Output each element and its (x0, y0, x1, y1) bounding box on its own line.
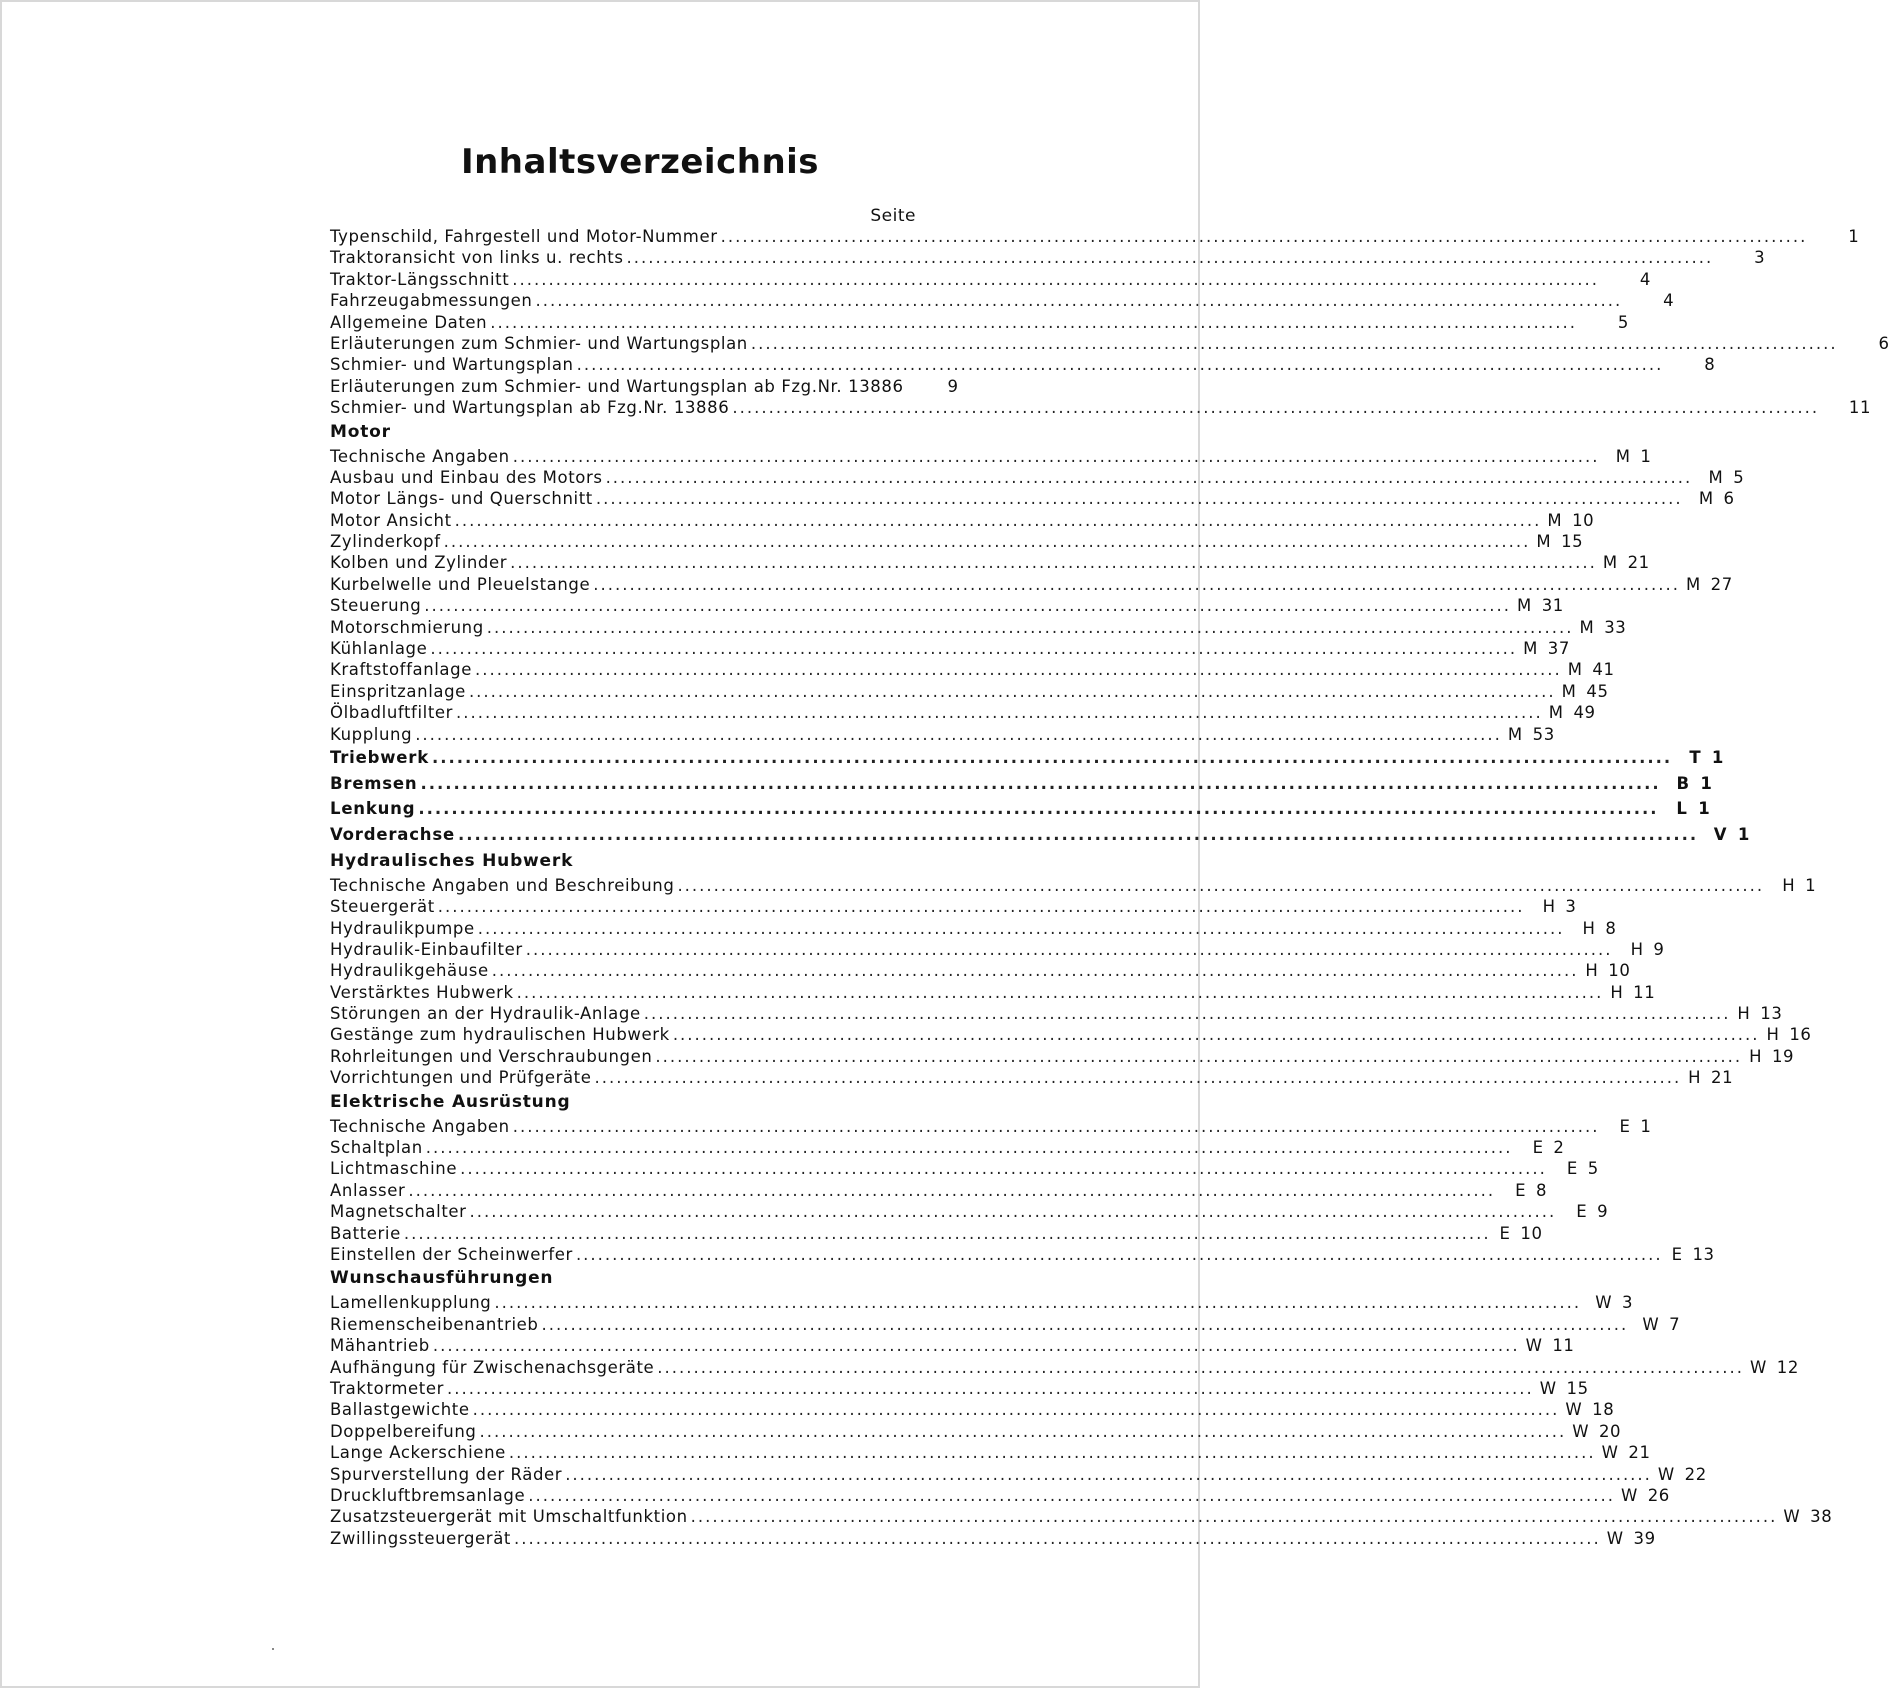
toc-entry-page: M 10 (1547, 510, 1595, 530)
toc-entry (330, 354, 1716, 375)
toc-entry (330, 312, 1629, 333)
toc-entry-page: M 31 (1517, 596, 1564, 616)
toc-entry-title: Ballastgewichte (330, 1400, 470, 1420)
toc-entry-title: Technische Angaben (330, 1116, 510, 1136)
dot-leader (732, 397, 1819, 418)
dot-leader (577, 354, 1664, 375)
dot-leader (424, 595, 1511, 616)
toc-entry-title: Steuergerät (330, 897, 435, 917)
toc-entry-page: M 53 (1507, 724, 1555, 744)
dot-leader (576, 1244, 1663, 1265)
dot-leader (513, 446, 1600, 467)
toc-entry-title: Motorschmierung (330, 617, 484, 637)
dot-leader (535, 290, 1622, 311)
toc-entry-title: Allgemeine Daten (330, 312, 488, 332)
toc-entry-title: Traktor-Längsschnitt (330, 269, 510, 289)
scan-speck (272, 1648, 274, 1650)
dot-leader (606, 467, 1693, 488)
toc-entry-title: Batterie (330, 1223, 401, 1243)
dot-leader (494, 1292, 1581, 1313)
dot-leader (627, 247, 1714, 268)
toc-entry-title: Fahrzeugabmessungen (330, 291, 533, 311)
toc-entry-title: Lamellenkupplung (330, 1293, 492, 1313)
dot-leader (433, 1335, 1520, 1356)
toc-entry-title: Verstärktes Hubwerk (330, 982, 514, 1002)
dot-leader (469, 681, 1556, 702)
dot-leader (691, 1506, 1778, 1527)
toc-entry-title: Kupplung (330, 724, 413, 744)
toc-entry-title: Kraftstoffanlage (330, 660, 472, 680)
toc-entry-page: W 21 (1601, 1443, 1651, 1463)
toc-entry-title: Kühlanlage (330, 639, 428, 659)
toc-entry-title: Störungen an der Hydraulik-Anlage (330, 1004, 641, 1024)
toc-entry-page: E 9 (1576, 1202, 1609, 1222)
toc-entry-title: Hydraulikpumpe (330, 918, 475, 938)
toc-entry-page: M 6 (1698, 489, 1735, 509)
toc-entry-title: Magnetschalter (330, 1202, 467, 1222)
toc-entry-title: Rohrleitungen und Verschraubungen (330, 1046, 653, 1066)
toc-entry (330, 1399, 1615, 1420)
toc-entry-title: Aufhängung für Zwischenachsgeräte (330, 1357, 655, 1377)
dot-leader (404, 1223, 1491, 1244)
toc-entry-page: M 41 (1567, 660, 1615, 680)
toc-entry (330, 918, 1617, 939)
toc-entry-title: Erläuterungen zum Schmier- und Wartungsplan (330, 333, 748, 353)
page-title: Inhaltsverzeichnis (460, 142, 820, 182)
toc-entry-title: Lenkung (330, 799, 416, 819)
toc-entry (330, 1421, 1622, 1442)
dot-leader (460, 1158, 1547, 1179)
dot-leader (432, 745, 1672, 771)
dot-leader (408, 1180, 1495, 1201)
toc-entry-title: Doppelbereifung (330, 1421, 477, 1441)
toc-entry-title: Traktoransicht von links u. rechts (330, 248, 624, 268)
toc-entry-page: W 11 (1525, 1336, 1575, 1356)
toc-entry-page: 1 (1848, 227, 1860, 246)
toc-entry-page: B 1 (1676, 773, 1713, 793)
toc-entry-page: V 1 (1713, 825, 1751, 845)
toc-entry (330, 960, 1631, 981)
toc-entry-page: L 1 (1676, 799, 1711, 819)
toc-entry-title: Vorderachse (330, 825, 455, 845)
toc-entry (330, 595, 1564, 616)
toc-entry (330, 638, 1571, 659)
toc-entry (330, 1024, 1812, 1045)
toc-entry-page: W 39 (1606, 1528, 1656, 1548)
toc-entry-title: Ausbau und Einbau des Motors (330, 467, 603, 487)
toc-entry (330, 1180, 1548, 1201)
dot-leader (418, 796, 1658, 822)
dot-leader (415, 724, 1502, 745)
toc-entry-page: H 21 (1688, 1068, 1734, 1088)
dot-leader (455, 510, 1542, 531)
toc-entry (330, 531, 1584, 552)
toc-entry-title: Schaltplan (330, 1138, 423, 1158)
toc-entry-page: E 13 (1671, 1244, 1715, 1264)
toc-entry-page: H 10 (1585, 961, 1631, 981)
dot-leader (565, 1464, 1652, 1485)
toc-entry-title: Schmier- und Wartungsplan (330, 355, 574, 375)
dot-leader (595, 1067, 1682, 1088)
dot-leader (526, 939, 1613, 960)
toc-entry-page: M 15 (1536, 532, 1584, 552)
dot-leader (438, 896, 1525, 917)
toc-entry (330, 1335, 1575, 1356)
toc-section-heading: Elektrische Ausrüstung (330, 1091, 571, 1112)
dot-leader (513, 1116, 1600, 1137)
dot-leader (512, 269, 1599, 290)
toc-entry-title: Kolben und Zylinder (330, 553, 508, 573)
dot-leader (673, 1024, 1760, 1045)
toc-entry-title: Hydraulikgehäuse (330, 961, 489, 981)
toc-entry (330, 1464, 1707, 1485)
toc-entry-title: Gestänge zum hydraulischen Hubwerk (330, 1025, 670, 1045)
toc-entry-title: Erläuterungen zum Schmier- und Wartungsplan ab Fzg.Nr. 13886 (330, 376, 904, 396)
dot-leader (541, 1314, 1628, 1335)
toc-entry (330, 552, 1650, 573)
dot-leader (517, 982, 1604, 1003)
toc-entry-page: W 20 (1572, 1421, 1622, 1441)
toc-entry (330, 510, 1595, 531)
dot-leader (677, 875, 1764, 896)
toc-entry-page: M 33 (1579, 617, 1627, 637)
dot-leader (492, 960, 1579, 981)
toc-entry-title: Motor Längs- und Querschnitt (330, 489, 593, 509)
toc-entry (330, 1223, 1543, 1244)
toc-entry (330, 1201, 1609, 1222)
toc-entry (330, 1292, 1634, 1313)
page-column-label: Seite (870, 206, 916, 226)
toc-entry-title: Druckluftbremsanlage (330, 1485, 526, 1505)
toc-entry-page: M 45 (1561, 681, 1609, 701)
toc-entry-page: E 10 (1499, 1223, 1543, 1243)
toc-entry-page: H 13 (1737, 1004, 1783, 1024)
toc-entry-title: Kurbelwelle und Pleuelstange (330, 574, 591, 594)
toc-entry-title: Spurverstellung der Räder (330, 1464, 563, 1484)
dot-leader (458, 822, 1698, 848)
toc-entry-title: Riemenscheibenantrieb (330, 1314, 539, 1334)
toc-entry-page: W 26 (1620, 1485, 1670, 1505)
toc-entry (330, 446, 1652, 467)
toc-entry (330, 333, 1890, 354)
toc-section-heading: Wunschausführungen (330, 1268, 554, 1289)
toc-entry-title: Traktormeter (330, 1378, 444, 1398)
toc-entry-title: Technische Angaben und Beschreibung (330, 875, 675, 895)
dot-leader (528, 1485, 1615, 1506)
toc-entry-title: Mähantrieb (330, 1336, 430, 1356)
toc-entry-title: Ölbadluftfilter (330, 703, 454, 723)
toc-entry-page: H 16 (1766, 1025, 1812, 1045)
toc-entry-title: Triebwerk (330, 747, 429, 767)
dot-leader (593, 574, 1680, 595)
toc-entry-page: 4 (1663, 291, 1675, 311)
toc-entry-title: Anlasser (330, 1180, 406, 1200)
dot-leader (430, 638, 1517, 659)
toc-entry (330, 1357, 1799, 1378)
toc-entry (330, 290, 1675, 311)
dot-leader (655, 1046, 1742, 1067)
dot-leader (479, 1421, 1566, 1442)
toc-entry (330, 896, 1577, 917)
toc-entry-page: H 9 (1630, 939, 1665, 959)
dot-leader (510, 552, 1597, 573)
toc-entry-page: W 18 (1565, 1400, 1615, 1420)
toc-entry (330, 939, 1665, 960)
toc-entry-page: H 1 (1782, 875, 1817, 895)
toc-entry-title: Zwillingssteuergerät (330, 1528, 511, 1548)
toc-entry-page: E 1 (1619, 1116, 1652, 1136)
toc-entry-title: Vorrichtungen und Prüfgeräte (330, 1068, 592, 1088)
toc-entry (330, 1442, 1651, 1463)
dot-leader (490, 312, 1577, 333)
toc-section-heading: Hydraulisches Hubwerk (330, 850, 574, 871)
toc-entry (330, 488, 1735, 509)
toc-entry-page: E 5 (1566, 1159, 1599, 1179)
toc-major-entry (330, 771, 1713, 797)
toc-entry-title: Lichtmaschine (330, 1159, 458, 1179)
toc-entry (330, 1137, 1565, 1158)
toc-major-entry (330, 745, 1725, 771)
toc-entry (330, 574, 1733, 595)
toc-entry (330, 1067, 1734, 1088)
dot-leader (751, 333, 1838, 354)
toc-entry-page: W 15 (1539, 1378, 1589, 1398)
toc-entry (330, 1314, 1681, 1335)
toc-entry-page: T 1 (1689, 747, 1725, 767)
toc-entry-page: M 27 (1685, 574, 1733, 594)
toc-entry (330, 681, 1609, 702)
toc-entry-title: Technische Angaben (330, 446, 510, 466)
toc-entry-page: 8 (1704, 355, 1716, 375)
toc-entry-title: Steuerung (330, 596, 422, 616)
toc-entry-title: Zusatzsteuergerät mit Umschaltfunktion (330, 1507, 688, 1527)
toc-entry-page: 4 (1639, 269, 1652, 289)
dot-leader (470, 1201, 1557, 1222)
toc-entry-page: M 21 (1602, 553, 1650, 573)
toc-section-heading: Motor (330, 421, 391, 442)
toc-entry-page: 3 (1754, 248, 1766, 268)
dot-leader (420, 771, 1660, 797)
toc-entry (330, 1116, 1652, 1137)
toc-entry (330, 617, 1627, 638)
dot-leader (721, 226, 1808, 247)
toc-entry-title: Lange Ackerschiene (330, 1443, 506, 1463)
dot-leader (487, 617, 1574, 638)
toc-entry (330, 982, 1656, 1003)
dot-leader (514, 1528, 1601, 1549)
toc-entry-title: Typenschild, Fahrgestell und Motor-Nummer (330, 227, 718, 246)
toc-entry-page: M 37 (1523, 639, 1571, 659)
toc-entry-page: W 22 (1657, 1464, 1707, 1484)
toc-entry-page: W 12 (1750, 1357, 1799, 1377)
toc-entry-page: M 5 (1708, 467, 1745, 487)
toc-entry-page: E 2 (1532, 1138, 1565, 1158)
toc-entry-page: 6 (1878, 333, 1890, 353)
toc-entry (330, 1528, 1656, 1549)
toc-entry-page: 5 (1617, 312, 1629, 332)
toc-entry-page: E 8 (1515, 1180, 1548, 1200)
toc-entry (330, 702, 1596, 723)
toc-entry-page: W 7 (1642, 1314, 1681, 1334)
toc-entry-page: M 1 (1615, 446, 1652, 466)
toc-entry-page: H 19 (1749, 1046, 1795, 1066)
toc-entry (330, 376, 959, 397)
dot-leader (657, 1357, 1744, 1378)
toc-entry (330, 1506, 1833, 1527)
dot-leader (509, 1442, 1596, 1463)
dot-leader (447, 1378, 1534, 1399)
toc-entry (330, 724, 1555, 745)
dot-leader (644, 1003, 1731, 1024)
table-of-contents (330, 226, 1890, 1549)
toc-entry-page: 9 (947, 376, 959, 396)
toc-entry-page: M 49 (1548, 703, 1596, 723)
toc-entry-title: Zylinderkopf (330, 532, 441, 552)
toc-entry-page: H 11 (1610, 982, 1656, 1002)
toc-entry (330, 1485, 1670, 1506)
toc-entry-page: 11 (1848, 398, 1872, 418)
dot-leader (456, 702, 1543, 723)
toc-entry (330, 1244, 1715, 1265)
toc-entry-page: W 3 (1595, 1293, 1634, 1313)
toc-entry-title: Schmier- und Wartungsplan ab Fzg.Nr. 13886 (330, 398, 730, 418)
dot-leader (596, 488, 1683, 509)
toc-entry (330, 247, 1766, 268)
toc-entry (330, 1003, 1783, 1024)
dot-leader (444, 531, 1531, 552)
toc-entry-page: H 8 (1582, 918, 1617, 938)
toc-entry (330, 269, 1652, 290)
toc-entry (330, 659, 1615, 680)
dot-leader (475, 659, 1562, 680)
toc-entry (330, 397, 1872, 418)
toc-entry-title: Einstellen der Scheinwerfer (330, 1244, 573, 1264)
dot-leader (478, 918, 1565, 939)
toc-entry-title: Hydraulik-Einbaufilter (330, 939, 523, 959)
toc-entry-title: Einspritzanlage (330, 681, 466, 701)
dot-leader (426, 1137, 1513, 1158)
toc-entry (330, 226, 1860, 247)
dot-leader (473, 1399, 1560, 1420)
toc-major-entry (330, 822, 1751, 848)
toc-entry (330, 1046, 1795, 1067)
toc-entry-page: H 3 (1542, 897, 1577, 917)
toc-entry-title: Bremsen (330, 773, 418, 793)
toc-entry-page: W 38 (1783, 1507, 1833, 1527)
toc-entry (330, 875, 1817, 896)
toc-entry (330, 467, 1745, 488)
toc-entry-title: Motor Ansicht (330, 510, 452, 530)
toc-major-entry (330, 796, 1711, 822)
toc-entry (330, 1378, 1589, 1399)
toc-entry (330, 1158, 1599, 1179)
